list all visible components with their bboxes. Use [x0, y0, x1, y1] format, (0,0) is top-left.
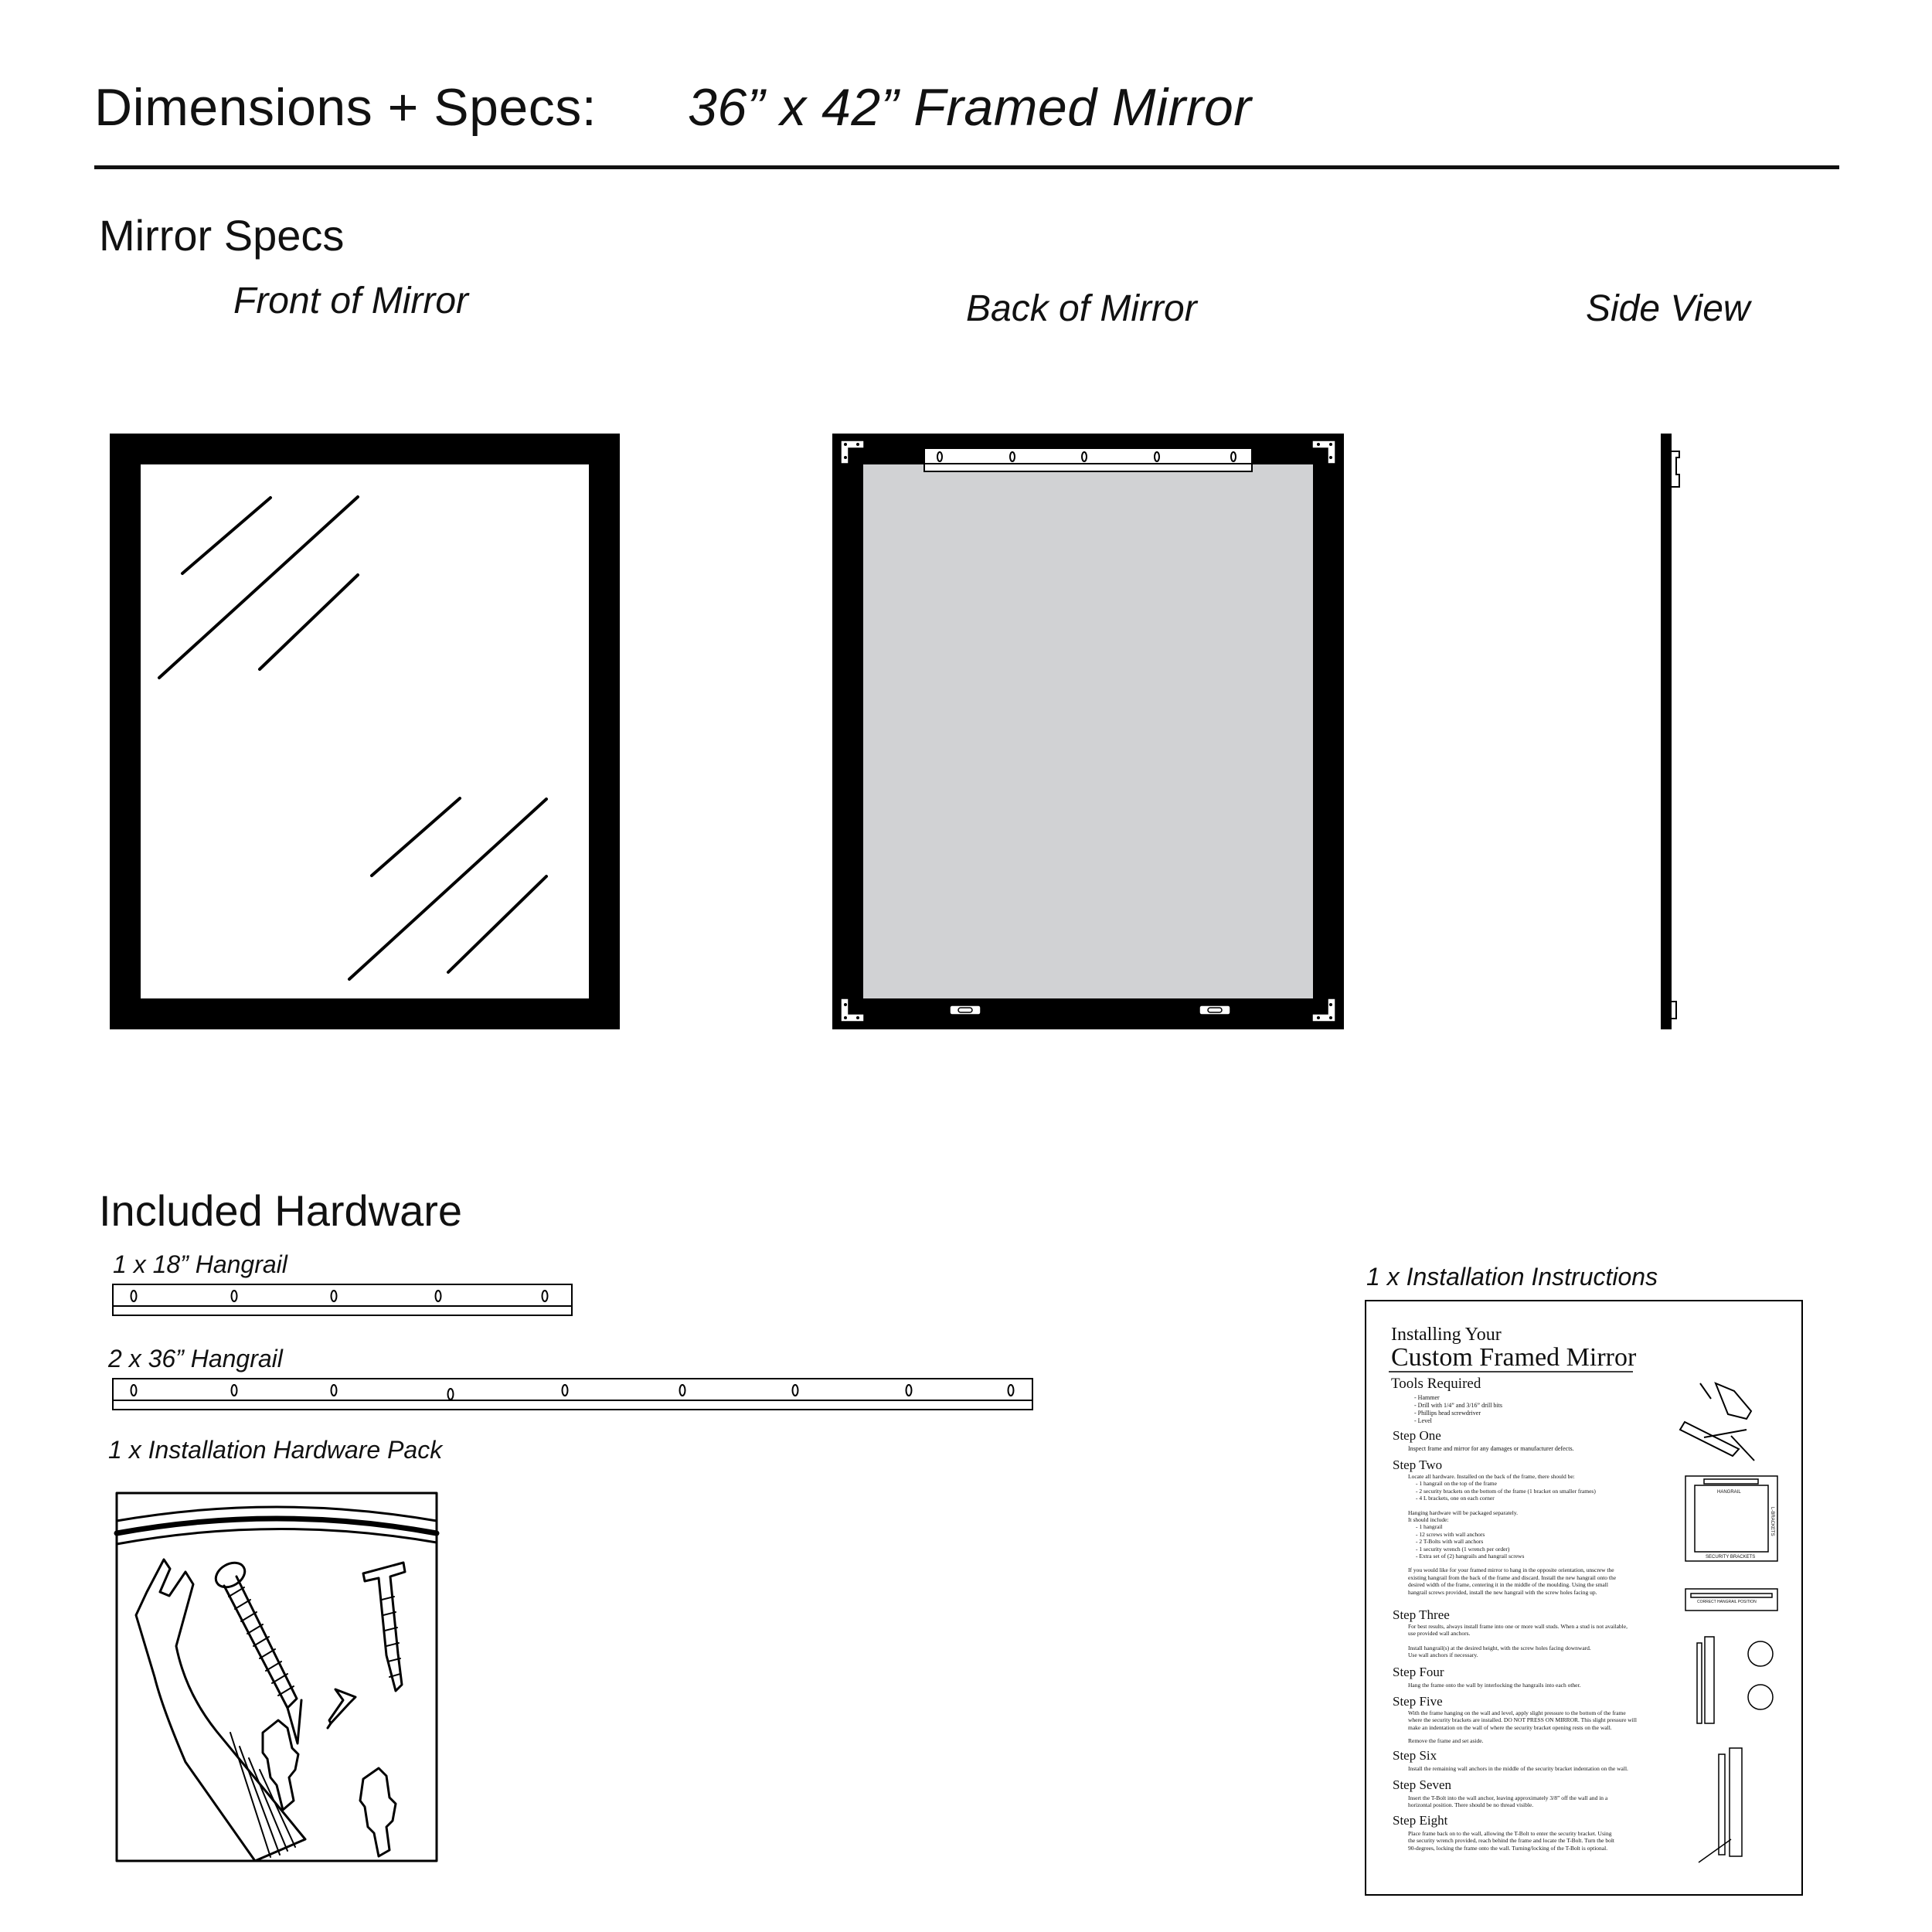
doc-step7-text: Insert the T-Bolt into the wall anchor, leaving approximately 3/8” off the wall and in a horizontal position. There should be no thread visible. [1408, 1794, 1608, 1809]
doc-step1-text: Inspect frame and mirror for any damages or manufacturer defects. [1408, 1445, 1574, 1452]
doc-step3-text: For best results, always install frame into one or more wall studs. When a stud is not available, use provided wall anchors. Install hangrail(s) at the desired height, with the screw holes facing downward. Use wall anchors if necessary. [1408, 1623, 1628, 1659]
doc-step7-heading: Step Seven [1393, 1777, 1452, 1792]
doc-fig-security-label: SECURITY BRACKETS [1706, 1555, 1756, 1560]
page-title: Dimensions + Specs: [94, 78, 597, 137]
installation-instructions-label: 1 x Installation Instructions [1366, 1263, 1658, 1291]
hangrail-18-label: 1 x 18” Hangrail [113, 1250, 287, 1278]
doc-fig-correct-label: CORRECT HANGRAIL POSITION [1697, 1600, 1757, 1604]
doc-step2-text: Locate all hardware. Installed on the back of the frame, there should be: - 1 hangrail on the top of the frame - 2 security brackets on the bottom of the frame (1 bracket on smaller frames) - 4 L brackets, one on each corner Hanging hardware will be packaged separately. It should include: - 1 hangrail - 12 screws with wall anchors - 2 T-Bolts with wall anchors - 1 security wrench (1 wrench per order) - Extra set of (2) hangrails and hangrail screws If you would like for your framed mirror to hang in the opposite orientation, unscrew the existing hangrail from the back of the frame and discard. Install the new hangrail onto the desired width of the frame, centering it in the middle of the moulding. Using the small hangrail screws provided, install the new hangrail with the screw holes facing up. [1408, 1473, 1617, 1596]
hangrail-18-drawing [113, 1284, 572, 1315]
doc-step1-heading: Step One [1393, 1428, 1441, 1443]
doc-tools-list: - Hammer - Drill with 1/4” and 3/16” drill bits - Phillips head screwdriver - Level [1414, 1394, 1502, 1424]
included-hardware-heading: Included Hardware [99, 1186, 463, 1235]
hangrail-36-label: 2 x 36” Hangrail [108, 1345, 283, 1372]
front-mirror-drawing [110, 434, 620, 1029]
doc-step8-text: Place frame back on to the wall, allowing the T-Bolt to enter the security bracket. Using the security wrench provided, reach behind the frame and locate the T-Bolt. Turn the bolt 90-degrees, locking the frame onto the wall. Turning/locking of the T-Bolt is optional. [1408, 1830, 1615, 1852]
doc-step8-heading: Step Eight [1393, 1813, 1448, 1828]
mirror-specs-heading: Mirror Specs [99, 211, 345, 260]
doc-fig-hangrail-label: HANGRAIL [1717, 1490, 1741, 1495]
hangrail-36-drawing [113, 1379, 1032, 1410]
doc-title-line1: Installing Your [1391, 1325, 1502, 1345]
back-of-mirror-label: Back of Mirror [966, 288, 1197, 329]
doc-step6-heading: Step Six [1393, 1748, 1437, 1763]
doc-step4-heading: Step Four [1393, 1665, 1444, 1679]
side-view-drawing [1661, 434, 1679, 1029]
product-title: 36” x 42” Framed Mirror [688, 78, 1252, 137]
doc-step2-heading: Step Two [1393, 1458, 1443, 1472]
doc-step4-text: Hang the frame onto the wall by interlocking the hangrails into each other. [1408, 1682, 1581, 1689]
doc-tools-heading: Tools Required [1391, 1376, 1481, 1392]
doc-step5-text: With the frame hanging on the wall and level, apply slight pressure to the bottom of the frame where the security brackets are installed. DO NOT PRESS ON MIRROR. This slight pressure will make an indentation on the wall of where the security bracket opening rests on the wall. Remove the frame and set aside. [1408, 1709, 1637, 1745]
doc-step3-heading: Step Three [1393, 1607, 1450, 1622]
hardware-pack-label: 1 x Installation Hardware Pack [108, 1436, 443, 1464]
doc-fig-brackets-label: L-BRACKETS [1770, 1507, 1774, 1536]
doc-step5-heading: Step Five [1393, 1694, 1443, 1709]
back-mirror-drawing [832, 434, 1344, 1029]
doc-step6-text: Install the remaining wall anchors in the middle of the security bracket indentation on the wall. [1408, 1765, 1628, 1772]
hardware-pack-drawing [117, 1493, 437, 1861]
doc-title-line2: Custom Framed Mirror [1391, 1343, 1637, 1372]
front-of-mirror-label: Front of Mirror [233, 281, 469, 321]
side-view-label: Side View [1586, 288, 1750, 329]
